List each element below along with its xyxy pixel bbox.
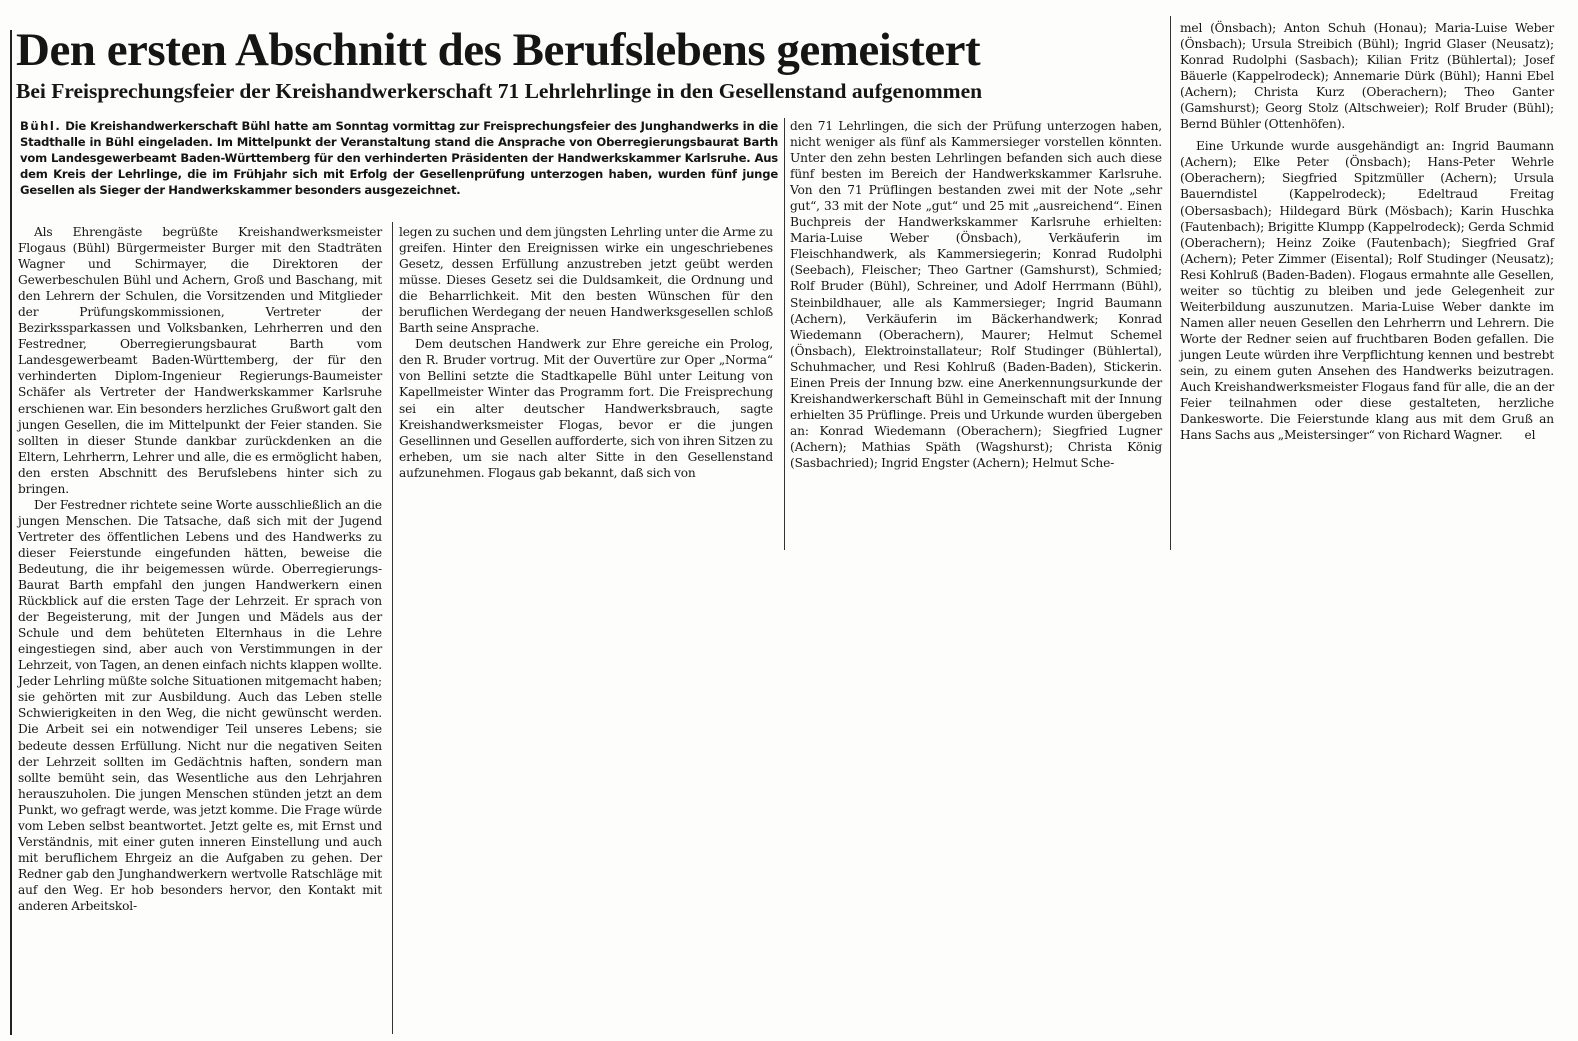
column-rule: [392, 222, 393, 1034]
paragraph: Dem deutschen Handwerk zur Ehre gereiche ein Prolog, den R. Bruder vortrug. Mit der Ouvertüre zur Oper „Norma“ von Bellini setzte die Stadtkapelle Bühl unter Leitung von Kapellmeister Winter das Programm fort. Die Freisprechung sei ein alter deutscher Handwerksbrauch, sagte Kreishandwerksmeister Flogas, bevor er die jungen Gesellinnen und Gesellen aufforderte, sich von ihren Sitzen zu erheben, um sie nach alter Sitte in den Gesellenstand aufzunehmen. Flogaus gab bekannt, daß sich von: [399, 337, 773, 480]
author-signature: el: [1524, 428, 1536, 443]
left-border-rule: [10, 30, 12, 1035]
paragraph: mel (Önsbach); Anton Schuh (Honau); Maria-Luise Weber (Önsbach); Ursula Streibich (Bühl); Ingrid Glaser (Neusatz); Konrad Rudolphi (Sasbach); Kilian Fritz (Bühlertal); Josef Bäuerle (Kappelrodeck); Annemarie Dürk (Bühl); Hanni Ebel (Achern); Christa Kurz (Oberachern); Theo Ganter (Gamshurst); Georg Stolz (Altschweier); Rolf Bruder (Bühl); Bernd Bühler (Ottenhöfen).: [1180, 21, 1554, 132]
closing-text: Eine Urkunde wurde ausgehändigt an: Ingrid Baumann (Achern); Elke Peter (Önsbach); Hans-Peter Wehrle (Oberachern); Siegfried Spitzmüller (Achern); Ursula Bauerndistel (Kappelrodeck); Edeltraud Freitag (Obersasbach); Hildegard Bürk (Mösbach); Karin Huschka (Fautenbach); Brigitte Klumpp (Kappelrodeck); Gerda Schmid (Oberachern); Heinz Zoike (Fautenbach); Siegfried Graf (Achern); Peter Zimmer (Eisental); Rolf Studinger (Neusatz); Resi Kohlruß (Baden-Baden). Flogaus ermahnte alle Gesellen, weiter so tüchtig zu bleiben und jede Gelegenheit zur Weiterbildung auszunutzen. Maria-Luise Weber dankte im Namen aller neuen Gesellen den Lehrherrn und Lehrern. Die Worte der Redner seien auf fruchtbaren Boden gefallen. Die jungen Leute würden ihre Verpflichtung kennen und bestrebt sein, zu einem guten Ansehen des Handwerks beizutragen. Auch Kreishandwerksmeister Flogaus fand für alle, die an der Feier teilnahmen oder diese gestalteten, herzliche Dankesworte. Die Feierstunde klang aus mit dem Gruß an Hans Sachs aus „Meistersinger“ von Richard Wagner.: [1180, 139, 1554, 443]
column-3: [790, 118, 1162, 471]
headline: Den ersten Abschnitt des Berufslebens gemeistert: [16, 24, 981, 76]
dateline: Bühl.: [20, 119, 62, 133]
paragraph: Als Ehrengäste begrüßte Kreishandwerksmeister Flogaus (Bühl) Bürgermeister Burger mit den Stadträten Wagner und Schirmayer, die Direktoren der Gewerbeschulen Bühl und Achern, Groß und Baschang, mit den Lehrern der Schulen, die Vorsitzenden und Mitglieder der Prüfungskommissionen, Vertreter der Bezirkssparkassen und Volksbanken, Lehrherren und den Festredner, Oberregierungsbaurat Barth vom Landesgewerbeamt Baden-Württemberg, der für den verhinderten Diplom-Ingenieur Regierungs-Baumeister Schäfer als Vertreter der Handwerkskammer Karlsruhe erschienen war. Ein besonders herzliches Grußwort galt den jungen Gesellen, die im Mittelpunkt der Feier standen. Sie sollten in dieser Stunde dankbar zurückdenken an die Eltern, Lehrherrn, Lehrer und alle, die es ermöglicht haben, den ersten Abschnitt des Berufslebens hinter sich zu bringen.: [18, 225, 382, 496]
column-4: [1180, 20, 1554, 443]
lead-paragraph: [20, 118, 778, 198]
lead-text: Die Kreishandwerkerschaft Bühl hatte am Sonntag vormittag zur Freisprechungsfeier des Junghandwerks in die Stadthalle in Bühl eingeladen. Im Mittelpunkt der Veranstaltung stand die Ansprache von Oberregierungsbaurat Barth vom Landesgewerbeamt Baden-Württemberg für den verhinderten Präsidenten der Handwerkskammer Karlsruhe. Aus dem Kreis der Lehrlinge, die im Frühjahr sich mit Erfolg der Gesellenprüfung unterzogen haben, wurden fünf junge Gesellen als Sieger der Handwerkskammer besonders ausgezeichnet.: [20, 119, 778, 198]
paragraph: [1180, 138, 1554, 443]
column-rule: [1170, 16, 1171, 550]
paragraph: legen zu suchen und dem jüngsten Lehrling unter die Arme zu greifen. Hinter den Ereignissen wirke ein ungeschriebenes Gesetz, dessen Erfüllung anzustreben jetzt geübt werden müsse. Dieses Gesetz sei die Duldsamkeit, die Ordnung und die Beharrlichkeit. Mit den besten Wünschen für den beruflichen Werdegang der neuen Handwerksgesellen schloß Barth seine Ansprache.: [399, 225, 773, 336]
paragraph: den 71 Lehrlingen, die sich der Prüfung unterzogen haben, nicht weniger als fünf als Kammersieger vorstellen könnten. Unter den zehn besten Lehrlingen befanden sich auch diese fünf besten im Bereich der Handwerkskammer Karlsruhe. Von den 71 Prüflingen bestanden zwei mit der Note „sehr gut“, 33 mit der Note „gut“ und 25 mit „ausreichend“. Einen Buchpreis der Handwerkskammer Karlsruhe erhielten: Maria-Luise Weber (Önsbach), Verkäuferin im Fleischhandwerk, als Kammersiegerin; Konrad Rudolphi (Seebach), Fleischer; Theo Gartner (Gamshurst), Schmied; Rolf Bruder (Bühl), Schreiner, und Adolf Herrmann (Bühl), Steinbildhauer, alle als Kammersieger; Ingrid Baumann (Achern), Verkäuferin im Bäckerhandwerk; Konrad Wiedemann (Oberachern), Maurer; Helmut Schemel (Önsbach), Elektroinstallateur; Rolf Studinger (Bühlertal), Schuhmacher, und Resi Kohlruß (Baden-Baden), Stickerin. Einen Preis der Innung bzw. eine Anerkennungsurkunde der Kreishandwerkerschaft Bühl in Gemeinschaft mit der Innung erhielten 35 Prüflinge. Preis und Urkunde wurden übergeben an: Konrad Wiedemann (Oberachern); Siegfried Lugner (Achern); Mathias Späth (Wagshurst); Christa König (Sasbachried); Ingrid Engster (Achern); Helmut Sche-: [790, 119, 1162, 470]
paragraph: Der Festredner richtete seine Worte ausschließlich an die jungen Menschen. Die Tatsache, daß sich mit der Jugend Vertreter des öffentlichen Lebens und des Handwerks zu dieser Feierstunde eingefunden hätten, beweise die Bedeutung, die ihr beigemessen würde. Oberregierungs-Baurat Barth empfahl den jungen Handwerkern einen Rückblick auf die ersten Tage der Lehrzeit. Er sprach von der Begeisterung, mit der Jungen und Mädels aus der Schule und dem behüteten Elternhaus in die Lehre eingestiegen sind, aber auch von Verstimmungen in der Lehrzeit, von Tagen, an denen einfach nichts klappen wollte. Jeder Lehrling müßte solche Situationen mitgemacht haben; sie gehörten mit zur Ausbildung. Auch das Leben stelle Schwierigkeiten in den Weg, die nicht gewünscht werden. Die Arbeit sei ein notwendiger Teil unseres Lebens; sie bedeute dessen Erfüllung. Nicht nur die negativen Seiten der Lehrzeit sollten im Gedächtnis haften, sondern man sollte bemüht sein, das Wesentliche aus den Lehrjahren herauszuholen. Die jungen Menschen stünden jetzt an dem Punkt, wo gefragt werde, was jetzt komme. Die Frage würde vom Leben selbst beantwortet. Jetzt gelte es, mit Ernst und Verständnis, mit einer guten inneren Einstellung und auch mit beruflichem Ehrgeiz an die Aufgaben zu gehen. Der Redner gab den Junghandwerkern wertvolle Ratschläge mit auf den Weg. Er hob besonders hervor, den Kontakt mit anderen Arbeitskol-: [18, 497, 382, 913]
subheadline: Bei Freisprechungsfeier der Kreishandwerkerschaft 71 Lehrlehrlinge in den Gesellenstand aufgenommen: [16, 79, 983, 103]
column-2: [399, 224, 773, 481]
column-rule: [784, 118, 785, 550]
column-1: [18, 224, 382, 914]
